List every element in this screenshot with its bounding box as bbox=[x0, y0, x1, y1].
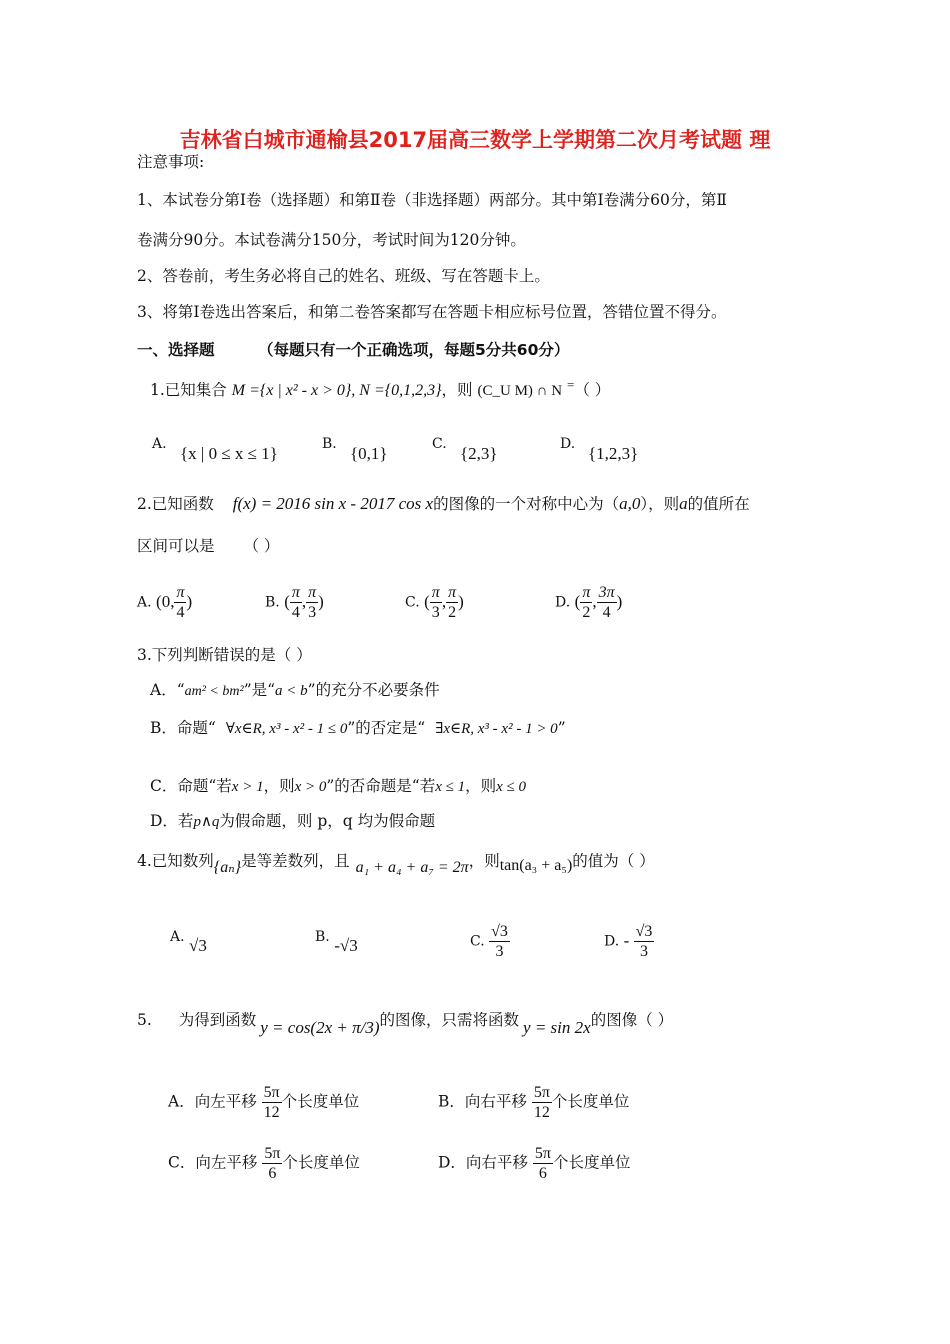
q3-d-expr: p∧q bbox=[193, 814, 220, 830]
q3-a-post: ”的充分不必要条件 bbox=[307, 681, 440, 699]
q4-option-b bbox=[315, 926, 358, 955]
q3-b-mid: ”的否定是“ bbox=[347, 719, 426, 737]
q3-d-post: 为假命题，则 p，q 均为假命题 bbox=[219, 812, 436, 830]
question-1 bbox=[150, 375, 610, 401]
q5-option-d-label: D．向右平移 bbox=[438, 1153, 528, 1172]
q1-eq: = bbox=[567, 377, 575, 392]
q5-option-a-num: 5π bbox=[263, 1084, 280, 1101]
q1-option-c-value: {2,3} bbox=[460, 444, 498, 463]
question-5 bbox=[137, 1010, 674, 1037]
q5-option-c-label: C．向左平移 bbox=[168, 1153, 258, 1172]
q5-option-a-den: 12 bbox=[263, 1104, 280, 1121]
q3-c-e2: x > 0 bbox=[294, 779, 327, 795]
q5-option-b-num: 5π bbox=[533, 1084, 550, 1101]
q2-mid: 的图像的一个对称中心为（ bbox=[433, 495, 620, 513]
q4-option-a-value: √3 bbox=[189, 936, 207, 955]
q5-option-d-num: 5π bbox=[534, 1145, 551, 1162]
q2-tail: 的值所在 bbox=[687, 495, 750, 513]
q3-c-m1: ，则 bbox=[263, 777, 295, 795]
q3-b-expr-2: ∃x∈R, x³ - x² - 1 > 0 bbox=[435, 721, 558, 737]
q5-num: 5. bbox=[137, 1011, 152, 1029]
q1-option-b-label: B. bbox=[322, 436, 337, 452]
q4-sep: ，则 bbox=[468, 852, 500, 870]
q2-expr: f(x) = 2016 sin x - 2017 cos x bbox=[232, 494, 434, 513]
q5-option-b-unit: 个长度单位 bbox=[551, 1092, 630, 1111]
question-2 bbox=[137, 494, 750, 514]
q1-option-d-value: {1,2,3} bbox=[588, 444, 639, 463]
q4-option-c bbox=[470, 922, 510, 961]
q4-prefix: 4.已知数列 bbox=[137, 852, 214, 870]
q2-line-2 bbox=[137, 536, 279, 556]
q3-b-post: ” bbox=[557, 719, 566, 737]
q4-option-b-label: B. bbox=[315, 929, 330, 945]
q4-option-d bbox=[604, 922, 654, 961]
q5-option-b-label: B．向右平移 bbox=[438, 1092, 527, 1111]
q3-option-a bbox=[150, 680, 440, 702]
notice-item-1-line-1: 1、本试卷分第Ⅰ卷（选择题）和第Ⅱ卷（非选择题）两部分。其中第Ⅰ卷满分60分，第Ⅱ bbox=[137, 191, 727, 209]
q4-e3: tan(a₃ + a₅) bbox=[499, 857, 573, 874]
q2-option-a-label: A. bbox=[137, 594, 152, 611]
q1-option-c-label: C. bbox=[432, 436, 447, 452]
q3-option-d bbox=[150, 811, 435, 832]
q3-a-expr: am² < bm² bbox=[184, 684, 244, 699]
q3-c-pre: C．命题“若 bbox=[150, 777, 232, 795]
question-4 bbox=[137, 851, 655, 876]
q4-option-c-label: C. bbox=[470, 933, 485, 950]
q1-expr-1: M ={x | x² - x > 0}, N ={0,1,2,3} bbox=[231, 382, 442, 400]
q2-a: a bbox=[679, 494, 688, 513]
q3-c-e1: x > 1 bbox=[231, 779, 264, 795]
q5-option-b-den: 12 bbox=[533, 1104, 550, 1121]
q2-option-b-value: ( $\frac{\pi}{4}$ , $\frac{\pi}{3}$ ) bbox=[284, 584, 324, 621]
q3-a-expr-2: a < b bbox=[275, 683, 308, 699]
section-note: （每题只有一个正确选项，每题5分共60分） bbox=[258, 341, 570, 359]
q2-option-c-label: C. bbox=[405, 594, 420, 611]
q3-option-b bbox=[150, 718, 566, 739]
q5-option-c-fraction bbox=[262, 1144, 282, 1183]
q2-option-d-label: D. bbox=[555, 594, 571, 611]
q5-mid: 的图像，只需将函数 bbox=[379, 1011, 520, 1029]
q5-option-c bbox=[168, 1144, 360, 1183]
q5-option-d-den: 6 bbox=[538, 1165, 547, 1182]
q5-option-a bbox=[168, 1083, 359, 1122]
q3-c-m2: ”的否命题是“若 bbox=[326, 777, 436, 795]
notice-item-1-line-2: 卷满分90分。本试卷满分150分，考试时间为120分钟。 bbox=[137, 231, 526, 249]
q5-option-c-den: 6 bbox=[268, 1165, 277, 1182]
q2-option-c-value: ( $\frac{\pi}{3}$ , $\frac{\pi}{2}$ ) bbox=[424, 584, 464, 621]
q3-b-pre: B．命题“ bbox=[150, 719, 216, 737]
q2-prefix: 2.已知函数 bbox=[137, 495, 214, 513]
q3-c-m3: ，则 bbox=[465, 777, 497, 795]
q3-a-pre: A．“ bbox=[150, 681, 185, 699]
question-3: 3.下列判断错误的是（ ） bbox=[137, 646, 312, 664]
q4-option-a bbox=[170, 926, 207, 955]
q2-paren: （ ） bbox=[243, 537, 280, 555]
q2-option-c bbox=[405, 583, 464, 622]
q1-option-a-value: {x | 0 ≤ x ≤ 1} bbox=[180, 444, 278, 463]
q1-option-d-label: D. bbox=[560, 436, 576, 452]
q5-e1: y = cos(2x + π/3) bbox=[260, 1018, 380, 1037]
q2-line2-text: 区间可以是 bbox=[137, 537, 215, 555]
q4-mid: 是等差数列，且 bbox=[241, 852, 350, 870]
q2-option-d-value: ( $\frac{\pi}{2}$ , $\frac{3\pi}{4}$ ) bbox=[574, 584, 623, 621]
q4-option-c-value: $\frac{√3}{3}$ bbox=[491, 923, 508, 960]
q3-c-e3: x ≤ 1 bbox=[435, 779, 466, 795]
q2-option-d bbox=[555, 583, 622, 622]
q3-b-expr: ∀x∈R, x³ - x² - 1 ≤ 0 bbox=[225, 721, 348, 737]
q4-option-d-value: - $\frac{√3}{3}$ bbox=[623, 923, 653, 960]
q5-option-d-unit: 个长度单位 bbox=[552, 1153, 631, 1172]
q5-option-b bbox=[438, 1083, 629, 1122]
q3-d-pre: D．若 bbox=[150, 812, 194, 830]
q1-option-a-label: A. bbox=[152, 436, 167, 452]
q2-option-b bbox=[265, 583, 324, 622]
q5-option-b-fraction bbox=[532, 1083, 552, 1122]
q5-option-a-fraction bbox=[262, 1083, 282, 1122]
q2-option-a-value: (0, $\frac{\pi}{4}$ ) bbox=[156, 584, 193, 621]
q4-option-b-value: -√3 bbox=[334, 936, 358, 955]
q5-e2: y = sin 2x bbox=[523, 1018, 591, 1037]
q1-option-b-value: {0,1} bbox=[350, 444, 388, 463]
q5-option-d bbox=[438, 1144, 630, 1183]
q5-tail: 的图像（ ） bbox=[590, 1011, 674, 1029]
q4-tail: 的值为（ ） bbox=[572, 852, 655, 870]
q3-a-mid: ”是“ bbox=[243, 681, 276, 699]
q4-e2: a₁ + a₄ + a₇ = 2π bbox=[355, 859, 469, 876]
q1-expr-2: (C_U M) ∩ N bbox=[477, 383, 563, 400]
q5-option-a-label: A．向左平移 bbox=[168, 1092, 257, 1111]
q1-paren: （ ） bbox=[574, 381, 611, 400]
q5-pre: 为得到函数 bbox=[178, 1011, 257, 1029]
q5-option-c-unit: 个长度单位 bbox=[282, 1153, 360, 1172]
q4-option-d-label: D. bbox=[604, 933, 620, 950]
q4-option-a-label: A. bbox=[170, 929, 185, 945]
page-title: 吉林省白城市通榆县2017届高三数学上学期第二次月考试题 理 bbox=[179, 128, 771, 152]
q2-option-b-label: B. bbox=[265, 594, 280, 611]
q2-point: a,0 bbox=[619, 494, 641, 513]
section-title: 一、选择题 bbox=[137, 341, 215, 359]
q5-option-c-num: 5π bbox=[264, 1145, 281, 1162]
notice-heading: 注意事项: bbox=[137, 153, 205, 171]
q1-prefix: 1.已知集合 bbox=[150, 381, 227, 400]
q3-c-e4: x ≤ 0 bbox=[496, 779, 527, 795]
notice-item-2: 2、答卷前，考生务必将自己的姓名、班级、写在答题卡上。 bbox=[137, 267, 550, 285]
q2-option-a bbox=[137, 583, 192, 622]
q3-option-c bbox=[150, 776, 526, 797]
q5-option-a-unit: 个长度单位 bbox=[281, 1092, 360, 1111]
q1-sep: ，则 bbox=[441, 381, 473, 400]
q2-end: ），则 bbox=[640, 495, 680, 513]
notice-item-3: 3、将第Ⅰ卷选出答案后，和第二卷答案都写在答题卡相应标号位置，答错位置不得分。 bbox=[137, 303, 727, 321]
q4-e1: {aₙ} bbox=[213, 859, 242, 876]
q5-option-d-fraction bbox=[533, 1144, 553, 1183]
